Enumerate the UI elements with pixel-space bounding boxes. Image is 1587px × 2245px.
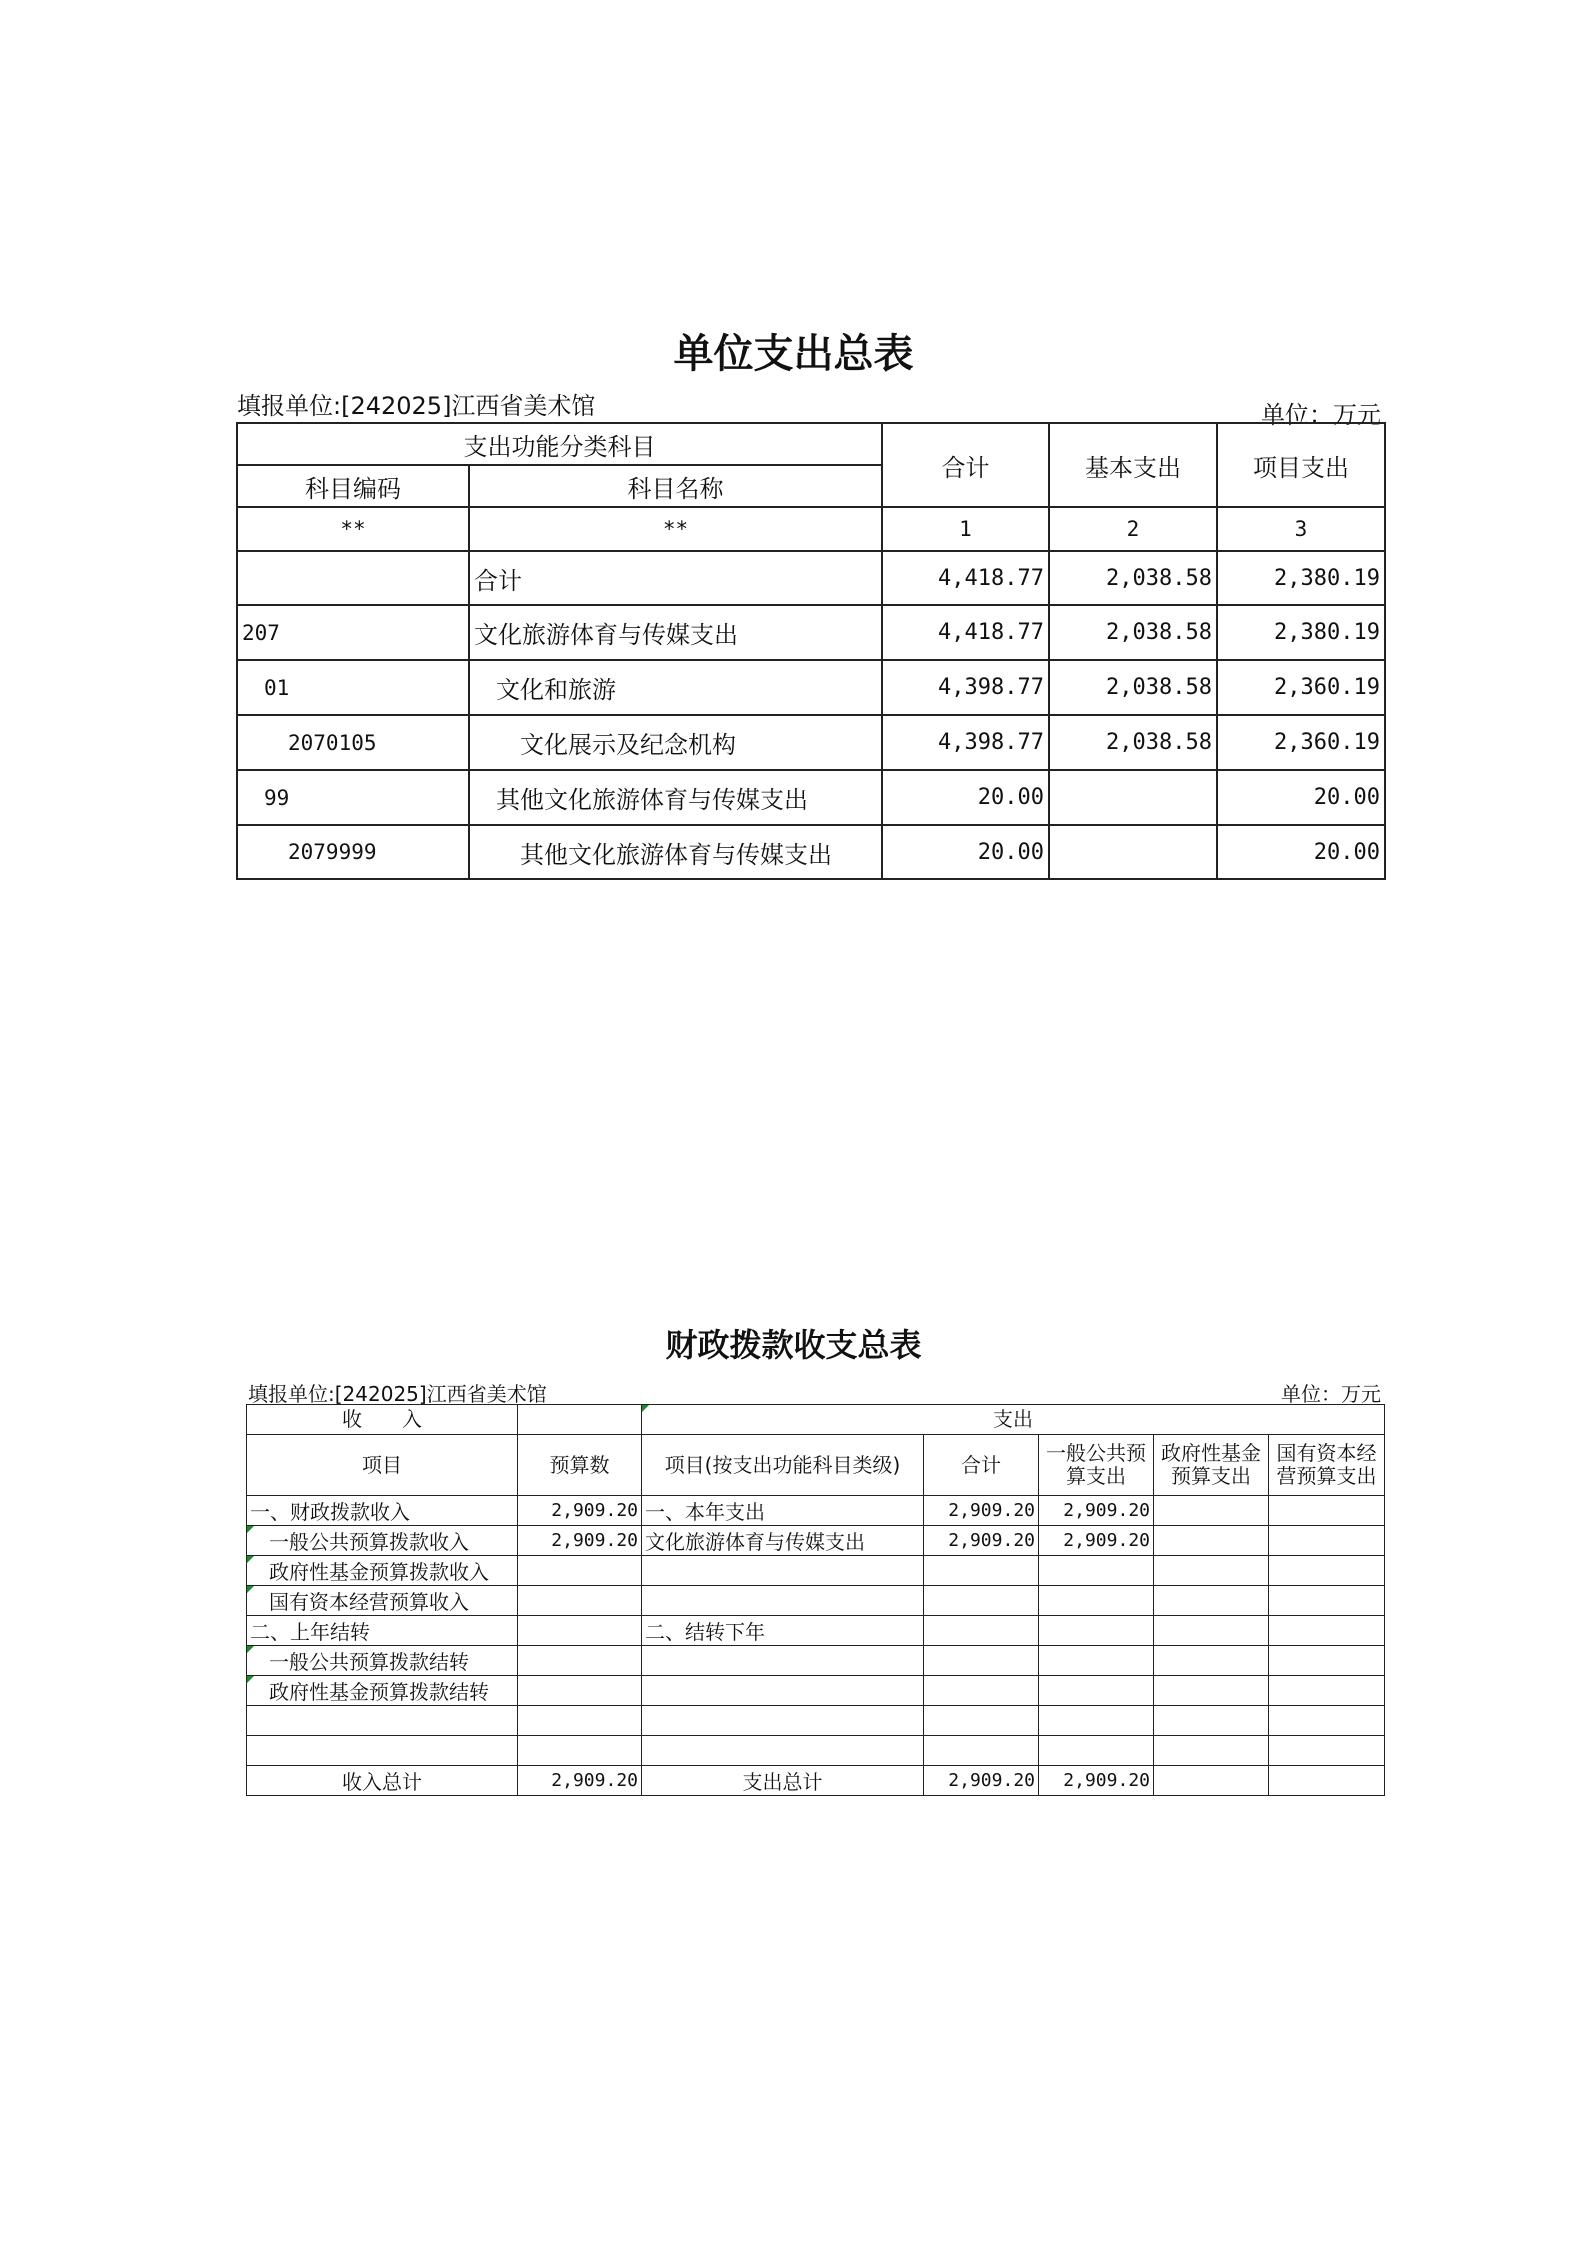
row-expense-item [642,1676,924,1706]
row-total [924,1586,1039,1616]
seq-code: ** [237,507,469,551]
row-project: 2,360.19 [1217,660,1385,715]
row-code: 2079999 [237,825,469,879]
row-state-capital [1269,1496,1385,1526]
row-gov-fund [1154,1496,1269,1526]
row-state-capital [1269,1586,1385,1616]
table-row [247,1526,1385,1556]
row-expense-item [642,1586,924,1616]
table-row [247,1616,1385,1646]
table-row [247,1556,1385,1586]
row-income-amount: 2,909.20 [518,1496,642,1526]
row-income-item: 国有资本经营预算收入 [247,1586,518,1616]
row-state-capital [1269,1526,1385,1556]
fiscal-appropriation-title: 财政拨款收支总表 [665,1326,922,1364]
row-general [1039,1706,1154,1736]
unit-expenditure-title: 单位支出总表 [673,330,914,377]
row-total: 20.00 [882,770,1049,825]
seq-project: 3 [1217,507,1385,551]
header-expense-item: 项目(按支出功能科目类级) [642,1435,924,1496]
row-general [1039,1646,1154,1676]
row-code: 99 [237,770,469,825]
header-subject-name: 科目名称 [469,465,882,507]
row-expense-item: 文化旅游体育与传媒支出 [642,1526,924,1556]
row-state-capital [1269,1556,1385,1586]
row-total: 2,909.20 [924,1496,1039,1526]
row-income-amount [518,1646,642,1676]
row-state-capital [1269,1736,1385,1766]
table-row [247,1586,1385,1616]
row-total: 2,909.20 [924,1526,1039,1556]
header-basic-expenditure: 基本支出 [1049,423,1217,507]
expense-total: 2,909.20 [924,1766,1039,1796]
totals-row [247,1766,1385,1796]
row-expense-item [642,1556,924,1586]
row-gov-fund [1154,1556,1269,1586]
seq-total: 1 [882,507,1049,551]
row-general: 2,909.20 [1039,1526,1154,1556]
row-project: 20.00 [1217,825,1385,879]
seq-basic: 2 [1049,507,1217,551]
row-income-item: 政府性基金预算拨款结转 [247,1676,518,1706]
row-name: 文化和旅游 [469,660,882,715]
row-expense-item [642,1646,924,1676]
row-gov-fund [1154,1616,1269,1646]
filler-unit: 填报单位:[242025]江西省美术馆 [248,1382,547,1406]
row-total: 4,418.77 [882,605,1049,660]
expense-total-general: 2,909.20 [1039,1766,1154,1796]
row-income-item: 政府性基金预算拨款收入 [247,1556,518,1586]
row-expense-item: 一、本年支出 [642,1496,924,1526]
header-total: 合计 [882,423,1049,507]
row-state-capital [1269,1616,1385,1646]
row-basic: 2,038.58 [1049,605,1217,660]
row-basic: 2,038.58 [1049,715,1217,770]
row-project: 2,380.19 [1217,551,1385,605]
row-gov-fund [1154,1586,1269,1616]
row-gov-fund [1154,1676,1269,1706]
row-income-amount [518,1586,642,1616]
row-state-capital [1269,1676,1385,1706]
row-gov-fund [1154,1736,1269,1766]
row-general [1039,1556,1154,1586]
row-name: 文化展示及纪念机构 [469,715,882,770]
header-subject-code: 科目编码 [237,465,469,507]
header-state-capital: 国有资本经营预算支出 [1269,1435,1385,1496]
row-gov-fund [1154,1526,1269,1556]
row-name: 其他文化旅游体育与传媒支出 [469,770,882,825]
table-row [237,825,1385,879]
row-basic: 2,038.58 [1049,551,1217,605]
row-income-item: 一般公共预算拨款结转 [247,1646,518,1676]
row-total [924,1616,1039,1646]
row-total: 4,398.77 [882,660,1049,715]
row-gov-fund [1154,1646,1269,1676]
income-total-amount: 2,909.20 [518,1766,642,1796]
row-total [924,1556,1039,1586]
row-expense-item [642,1706,924,1736]
row-general [1039,1736,1154,1766]
row-income-amount [518,1676,642,1706]
row-total: 4,418.77 [882,551,1049,605]
row-income-item [247,1736,518,1766]
header-general-budget: 一般公共预算支出 [1039,1435,1154,1496]
row-total [924,1736,1039,1766]
fiscal-appropriation-table [246,1404,1385,1796]
row-income-amount: 2,909.20 [518,1526,642,1556]
row-code: 2070105 [237,715,469,770]
row-total: 20.00 [882,825,1049,879]
row-income-amount [518,1736,642,1766]
table-row [237,551,1385,605]
unit-expenditure-table [236,422,1386,880]
income-total-label: 收入总计 [247,1766,518,1796]
row-total [924,1706,1039,1736]
row-expense-item [642,1736,924,1766]
row-name: 文化旅游体育与传媒支出 [469,605,882,660]
header-function-classification: 支出功能分类科目 [237,423,882,465]
row-general [1039,1676,1154,1706]
row-code [237,551,469,605]
row-state-capital [1269,1706,1385,1736]
row-project: 2,380.19 [1217,605,1385,660]
row-income-amount [518,1556,642,1586]
expense-total-label: 支出总计 [642,1766,924,1796]
row-general [1039,1586,1154,1616]
table-row [237,660,1385,715]
header-expense: 支出 [642,1405,1385,1435]
table-row [237,715,1385,770]
header-item: 项目 [247,1435,518,1496]
row-basic [1049,770,1217,825]
row-general: 2,909.20 [1039,1496,1154,1526]
row-state-capital [1269,1646,1385,1676]
table-row [237,605,1385,660]
row-income-item: 二、上年结转 [247,1616,518,1646]
row-project: 20.00 [1217,770,1385,825]
expense-total-gov-fund [1154,1766,1269,1796]
seq-name: ** [469,507,882,551]
row-income-amount [518,1706,642,1736]
row-income-item: 一、财政拨款收入 [247,1496,518,1526]
table-row [247,1676,1385,1706]
row-total [924,1646,1039,1676]
header-budget: 预算数 [518,1435,642,1496]
row-expense-item: 二、结转下年 [642,1616,924,1646]
table-row [247,1706,1385,1736]
row-income-item: 一般公共预算拨款收入 [247,1526,518,1556]
header-gov-fund: 政府性基金预算支出 [1154,1435,1269,1496]
expense-total-state-capital [1269,1766,1385,1796]
header-total: 合计 [924,1435,1039,1496]
row-total [924,1676,1039,1706]
table-row [247,1496,1385,1526]
row-code: 01 [237,660,469,715]
filler-unit: 填报单位:[242025]江西省美术馆 [237,392,596,420]
row-name: 合计 [469,551,882,605]
row-general [1039,1616,1154,1646]
row-name: 其他文化旅游体育与传媒支出 [469,825,882,879]
row-project: 2,360.19 [1217,715,1385,770]
row-income-amount [518,1616,642,1646]
table-row [247,1736,1385,1766]
row-gov-fund [1154,1706,1269,1736]
row-total: 4,398.77 [882,715,1049,770]
currency-unit: 单位：万元 [1261,401,1381,429]
header-project-expenditure: 项目支出 [1217,423,1385,507]
header-income: 收 入 [247,1405,518,1435]
table-row [237,770,1385,825]
row-basic [1049,825,1217,879]
header-income-blank [518,1405,642,1435]
table-row [247,1646,1385,1676]
currency-unit: 单位：万元 [1281,1382,1381,1406]
row-basic: 2,038.58 [1049,660,1217,715]
row-income-item [247,1706,518,1736]
row-code: 207 [237,605,469,660]
